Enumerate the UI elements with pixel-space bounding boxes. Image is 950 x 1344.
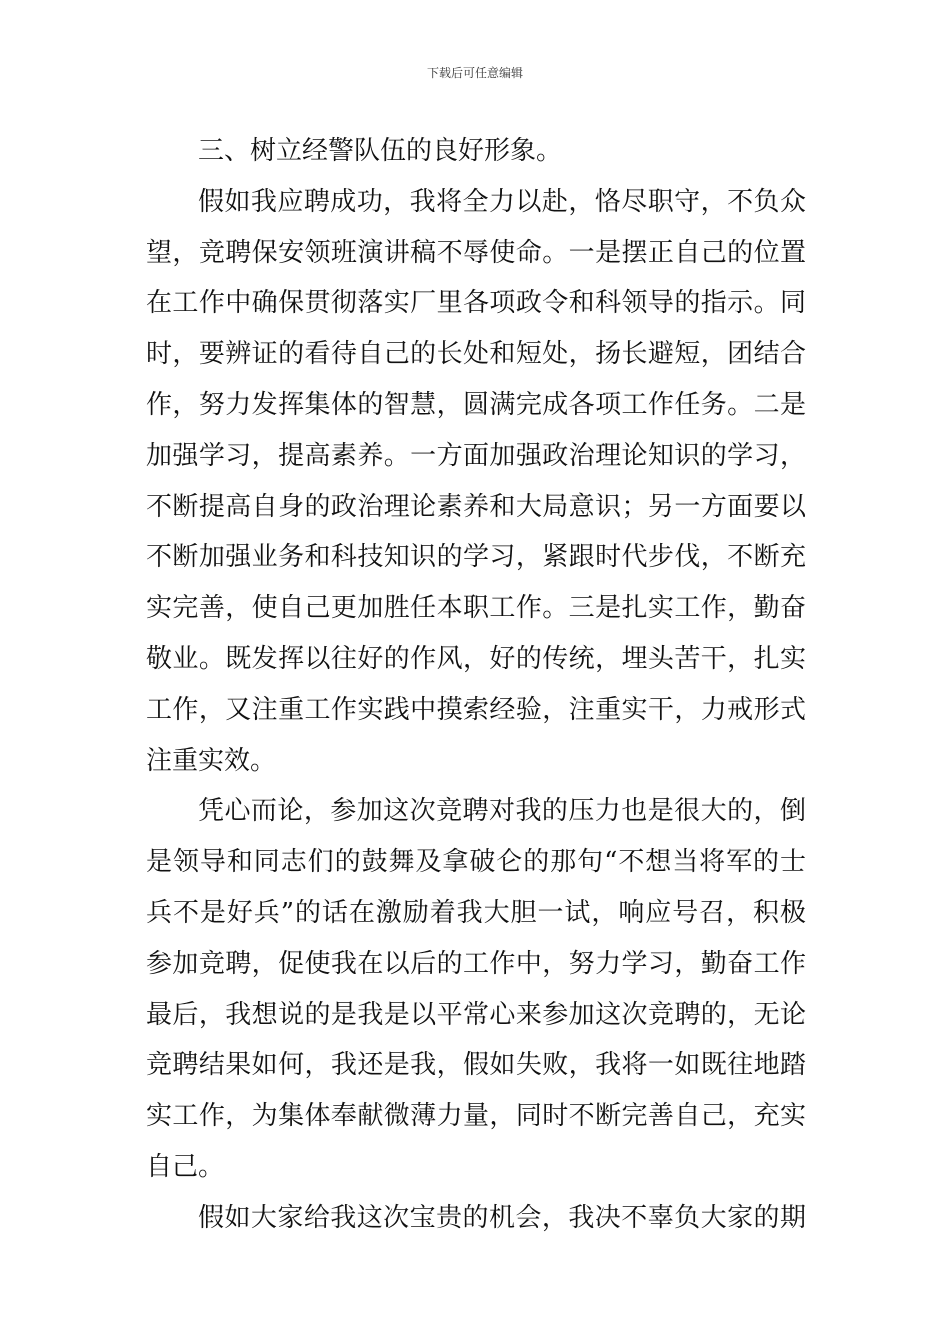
paragraph-line: 实完善，使自己更加胜任本职工作。三是扎实工作，勤奋 <box>146 593 806 624</box>
paragraph-line: 作，努力发挥集体的智慧，圆满完成各项工作任务。二是 <box>146 389 806 420</box>
paragraph-line: 是领导和同志们的鼓舞及拿破仑的那句“不想当将军的士 <box>146 847 806 878</box>
paragraph-line: 假如大家给我这次宝贵的机会，我决不辜负大家的期 <box>198 1202 806 1233</box>
paragraph-line: 在工作中确保贯彻落实厂里各项政令和科领导的指示。同 <box>146 288 806 319</box>
paragraph-line: 望，竞聘保安领班演讲稿不辱使命。一是摆正自己的位置 <box>146 237 806 268</box>
paragraph-line: 敬业。既发挥以往好的作风，好的传统，埋头苦干，扎实 <box>146 643 806 674</box>
paragraph-line: 竞聘结果如何，我还是我，假如失败，我将一如既往地踏 <box>146 1050 806 1081</box>
paragraph-line: 自己。 <box>146 1151 225 1182</box>
paragraph-line: 兵不是好兵”的话在激励着我大胆一试，响应号召，积极 <box>146 897 806 928</box>
paragraph-line: 注重实效。 <box>146 745 277 776</box>
paragraph-line: 假如我应聘成功，我将全力以赴，恪尽职守，不负众 <box>198 186 806 217</box>
paragraph-line: 凭心而论，参加这次竞聘对我的压力也是很大的，倒 <box>198 796 806 827</box>
paragraph-line: 加强学习，提高素养。一方面加强政治理论知识的学习， <box>146 440 806 471</box>
paragraph-line: 不断提高自身的政治理论素养和大局意识；另一方面要以 <box>146 491 806 522</box>
paragraph-line: 三、树立经警队伍的良好形象。 <box>198 136 563 166</box>
paragraph-line: 参加竞聘，促使我在以后的工作中，努力学习，勤奋工作 <box>146 948 806 979</box>
paragraph-line: 不断加强业务和科技知识的学习，紧跟时代步伐，不断充 <box>146 542 806 573</box>
paragraph-line: 最后，我想说的是我是以平常心来参加这次竞聘的，无论 <box>146 999 806 1030</box>
page-header-note: 下载后可任意编辑 <box>426 66 523 80</box>
paragraph-line: 时，要辨证的看待自己的长处和短处，扬长避短，团结合 <box>146 339 806 370</box>
paragraph-line: 工作，又注重工作实践中摸索经验，注重实干，力戒形式 <box>146 694 806 725</box>
paragraph-line: 实工作，为集体奉献微薄力量，同时不断完善自己，充实 <box>146 1101 806 1132</box>
document-body <box>146 126 806 1244</box>
